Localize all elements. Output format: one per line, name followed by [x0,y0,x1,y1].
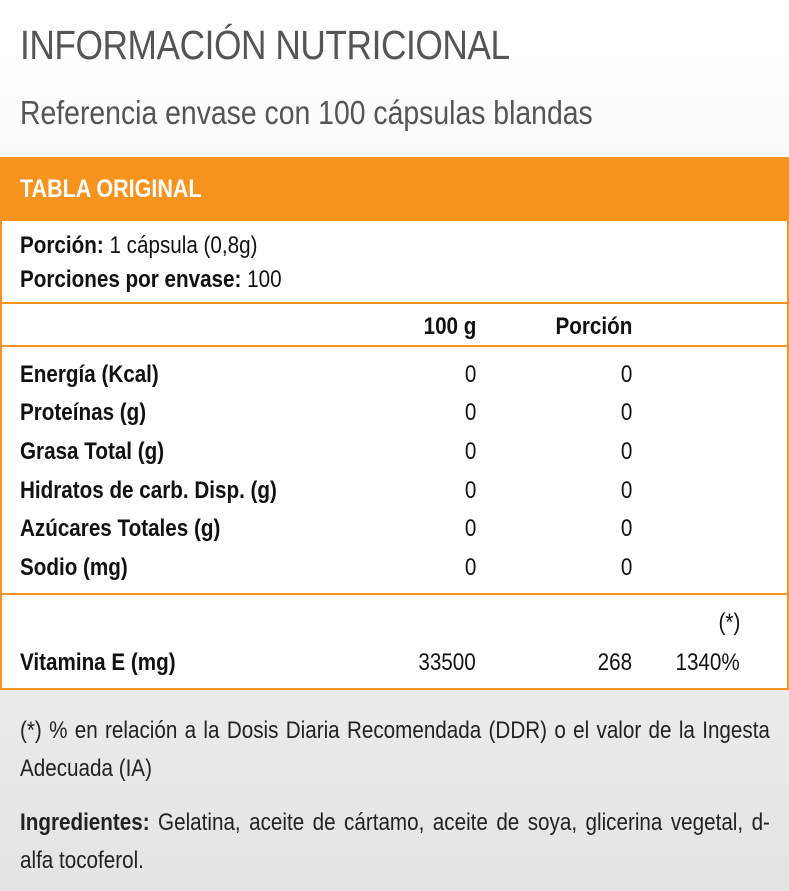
nutrient-name: Hidratos de carb. Disp. (g) [20,477,277,504]
servings-per-container-label: Porciones por envase: [20,266,242,293]
nutrient-value-100g: 33500 [418,649,476,676]
divider [2,302,787,304]
nutrient-value-portion: 268 [597,649,632,676]
nutrient-value-100g: 0 [464,515,476,542]
nutrient-value-100g: 0 [464,399,476,426]
servings-per-container-value: 100 [241,266,282,293]
divider [2,593,787,595]
nutrient-value-100g: 0 [464,438,476,465]
nutrient-value-portion: 0 [620,361,632,388]
nutrient-name: Vitamina E (mg) [20,649,176,676]
nutrient-value-portion: 0 [620,515,632,542]
nutrient-name: Energía (Kcal) [20,361,159,388]
nutrient-name: Grasa Total (g) [20,438,165,465]
nutrient-name: Sodio (mg) [20,554,128,581]
servings-per-container [20,266,282,294]
column-header-100g: 100 g [423,313,476,340]
nutrition-table [0,157,789,690]
nutrient-value-portion: 0 [620,477,632,504]
table-header [2,159,787,221]
column-header-portion: Porción [555,313,632,340]
nutrient-value-100g: 0 [464,477,476,504]
nutrient-value-portion: 0 [620,399,632,426]
ddr-footnote: (*) % en relación a la Dosis Diaria Recomendada (DDR) o el valor de la Ingesta Adecuada (IA) [20,717,770,782]
table-header-label: TABLA ORIGINAL [20,175,202,203]
ingredients-label: Ingredientes: [20,809,150,836]
nutrient-name: Proteínas (g) [20,399,147,426]
serving-size-value: 1 cápsula (0,8g) [103,232,258,259]
nutrient-value-portion: 0 [620,438,632,465]
page-subtitle: Referencia envase con 100 cápsulas blandas [20,94,593,131]
serving-size [20,232,257,260]
nutrient-value-portion: 0 [620,554,632,581]
nutrient-value-100g: 0 [464,554,476,581]
page-title: INFORMACIÓN NUTRICIONAL [20,22,510,68]
nutrient-value-percent: 1340% [675,649,740,676]
divider [2,345,787,347]
nutrient-name: Azúcares Totales (g) [20,515,221,542]
ingredients [20,804,770,880]
nutrient-value-100g: 0 [464,361,476,388]
serving-size-label: Porción: [20,232,104,259]
ddr-marker: (*) [718,609,740,636]
ingredients-text: Gelatina, aceite de cártamo, aceite de soya, glicerina vegetal, d-alfa tocoferol. [20,809,770,874]
